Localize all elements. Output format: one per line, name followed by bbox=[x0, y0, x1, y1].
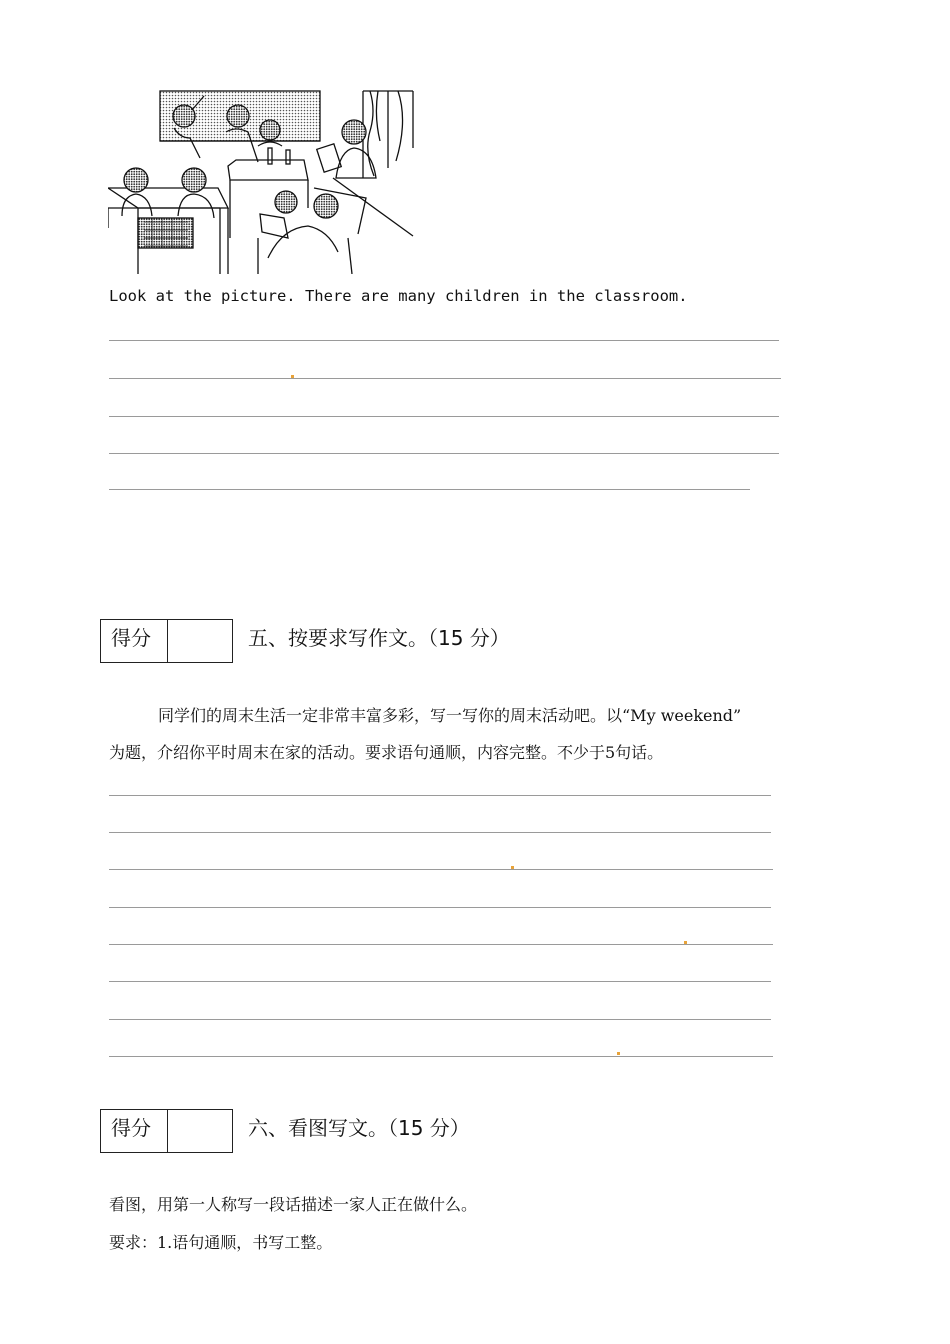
writing-line bbox=[109, 378, 781, 379]
scan-mark bbox=[291, 375, 294, 378]
writing-line bbox=[109, 416, 779, 417]
writing-line bbox=[109, 340, 779, 341]
writing-line bbox=[109, 869, 773, 870]
section6-instruction: 看图，用第一人称写一段话描述一家人正在做什么。 bbox=[109, 1195, 478, 1214]
writing-line bbox=[109, 981, 771, 982]
writing-line bbox=[109, 1056, 773, 1057]
score-box bbox=[100, 1109, 233, 1153]
score-label: 得分 bbox=[101, 1110, 168, 1152]
writing-line bbox=[109, 944, 773, 945]
writing-line bbox=[109, 907, 771, 908]
classroom-illustration bbox=[108, 88, 416, 274]
writing-line bbox=[109, 489, 750, 490]
section5-title: 五、按要求写作文。（15 分） bbox=[248, 626, 510, 650]
scan-mark bbox=[511, 866, 514, 869]
writing-line bbox=[109, 832, 771, 833]
picture-caption: Look at the picture. There are many children in the classroom. bbox=[109, 287, 688, 305]
section5-prompt-line1: 同学们的周末生活一定非常丰富多彩，写一写你的周末活动吧。以“My weekend” bbox=[158, 706, 742, 725]
writing-line bbox=[109, 795, 771, 796]
section5-prompt-line2: 为题，介绍你平时周末在家的活动。要求语句通顺，内容完整。不少于5句话。 bbox=[109, 743, 664, 762]
score-value-field[interactable] bbox=[169, 620, 232, 662]
score-box bbox=[100, 619, 233, 663]
section6-title: 六、看图写文。（15 分） bbox=[248, 1116, 470, 1140]
score-value-field[interactable] bbox=[169, 1110, 232, 1152]
score-label: 得分 bbox=[101, 620, 168, 662]
scan-mark bbox=[684, 941, 687, 944]
writing-line bbox=[109, 453, 779, 454]
section6-requirement: 要求：1.语句通顺，书写工整。 bbox=[109, 1233, 333, 1252]
writing-line bbox=[109, 1019, 771, 1020]
scan-mark bbox=[617, 1052, 620, 1055]
